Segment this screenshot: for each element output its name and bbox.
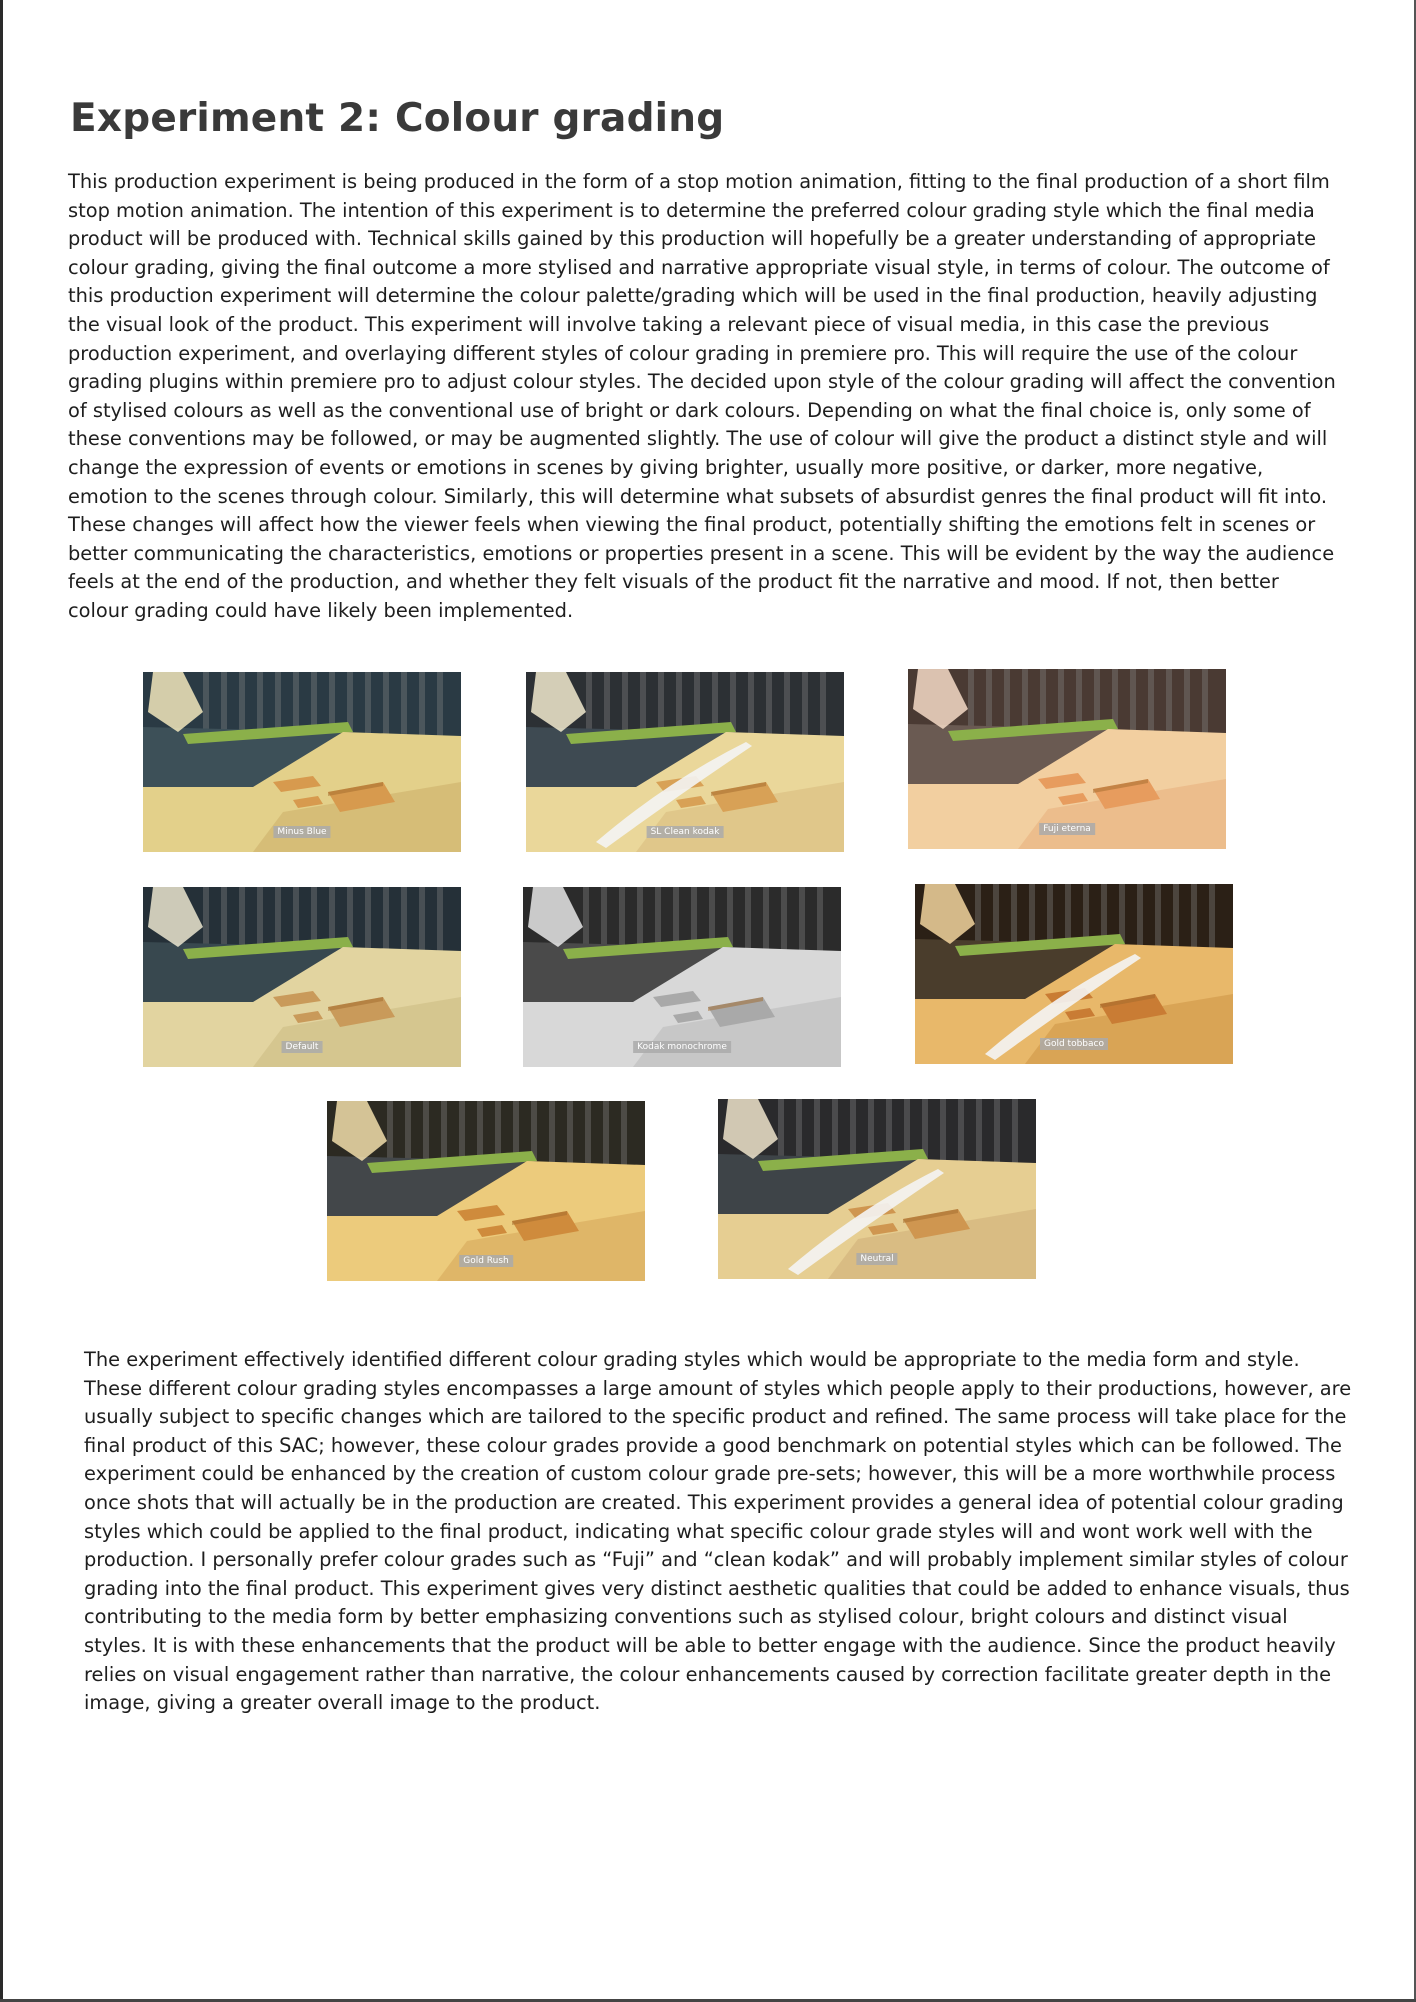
thumbnail-caption: Neutral xyxy=(856,1253,897,1265)
conclusion-paragraph: The experiment effectively identified different colour grading styles which would be appropriate to the media form and style. These different colour grading styles encompasses a large amount of styles which people apply to their productions, however, are usually subject to specific changes which are tailored to the specific product and refined. The same process will take place for the final product of this SAC; however, these colour grades provide a good benchmark on potential styles which can be followed. The experiment could be enhanced by the creation of custom colour grade pre-sets; however, this will be a more worthwhile process once shots that will actually be in the production are created. This experiment provides a general idea of potential colour grading styles which could be applied to the final product, indicating what specific colour grade styles will and wont work well with the production. I personally prefer colour grades such as “Fuji” and “clean kodak” and will probably implement similar styles of colour grading into the final product. This experiment gives very distinct aesthetic qualities that could be added to enhance visuals, thus contributing to the media form by better emphasizing conventions such as stylised colour, bright colours and distinct visual styles. It is with these enhancements that the product will be able to better engage with the audience. Since the product heavily relies on visual engagement rather than narrative, the colour enhancements caused by correction facilitate greater depth in the image, giving a greater overall image to the product. xyxy=(84,1348,1352,1715)
colour-grade-thumbnail xyxy=(908,669,1226,849)
colour-grade-thumbnail xyxy=(718,1099,1036,1279)
thumbnail-caption: Kodak monochrome xyxy=(633,1041,731,1053)
stop-motion-still xyxy=(915,884,1233,1064)
stop-motion-still xyxy=(143,672,461,852)
stop-motion-still xyxy=(143,887,461,1067)
scan-left-border xyxy=(0,0,3,2002)
colour-grade-thumbnail xyxy=(523,887,841,1067)
colour-grade-thumbnail xyxy=(327,1101,645,1281)
thumbnail-caption: Gold tobbaco xyxy=(1040,1038,1108,1050)
colour-grade-thumbnail xyxy=(143,672,461,852)
stop-motion-still xyxy=(523,887,841,1067)
thumbnail-caption: Minus Blue xyxy=(273,826,330,838)
thumbnail-caption: Fuji eterna xyxy=(1039,823,1095,835)
stop-motion-still xyxy=(908,669,1226,849)
stop-motion-still xyxy=(526,672,844,852)
thumbnail-caption: Default xyxy=(282,1041,323,1053)
thumbnail-caption: Gold Rush xyxy=(459,1255,513,1267)
colour-grade-thumbnail xyxy=(526,672,844,852)
page-title: Experiment 2: Colour grading xyxy=(70,96,725,141)
stop-motion-still xyxy=(327,1101,645,1281)
colour-grade-thumbnail xyxy=(915,884,1233,1064)
colour-grade-thumbnail xyxy=(143,887,461,1067)
intro-paragraph: This production experiment is being produced in the form of a stop motion animation, fitting to the final production of a short film stop motion animation. The intention of this experiment is to determine the preferred colour grading style which the final media product will be produced with. Technical skills gained by this production will hopefully be a greater understanding of appropriate colour grading, giving the final outcome a more stylised and narrative appropriate visual style, in terms of colour. The outcome of this production experiment will determine the colour palette/grading which will be used in the final production, heavily adjusting the visual look of the product. This experiment will involve taking a relevant piece of visual media, in this case the previous production experiment, and overlaying different styles of colour grading in premiere pro. This will require the use of the colour grading plugins within premiere pro to adjust colour styles. The decided upon style of the colour grading will affect the convention of stylised colours as well as the conventional use of bright or dark colours. Depending on what the final choice is, only some of these conventions may be followed, or may be augmented slightly. The use of colour will give the product a distinct style and will change the expression of events or emotions in scenes by giving brighter, usually more positive, or darker, more negative, emotion to the scenes through colour. Similarly, this will determine what subsets of absurdist genres the final product will fit into. These changes will affect how the viewer feels when viewing the final product, potentially shifting the emotions felt in scenes or better communicating the characteristics, emotions or properties present in a scene. This will be evident by the way the audience feels at the end of the production, and whether they felt visuals of the product fit the narrative and mood. If not, then better colour grading could have likely been implemented. xyxy=(68,170,1336,622)
stop-motion-still xyxy=(718,1099,1036,1279)
thumbnail-caption: SL Clean kodak xyxy=(647,826,724,838)
